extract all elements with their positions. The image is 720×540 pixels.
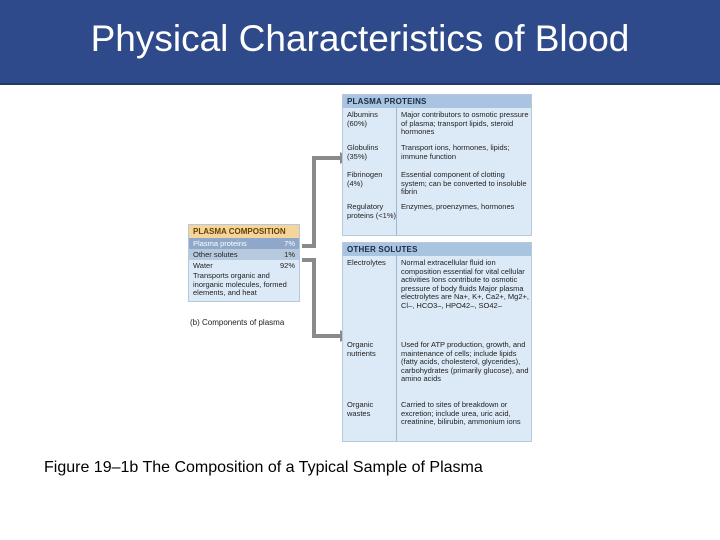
solute-name: Organic nutrients	[347, 340, 376, 358]
protein-name: Albumins (60%)	[347, 110, 378, 128]
solute-desc: Carried to sites of breakdown or excretion; include urea, uric acid, creatinine, bilirubin, ammonium ions	[401, 400, 521, 427]
title-bar	[0, 0, 720, 85]
composition-value: 92%	[279, 261, 295, 270]
figure-subcaption: (b) Components of plasma	[190, 318, 285, 327]
protein-name: Fibrinogen (4%)	[347, 170, 383, 188]
composition-header: PLASMA COMPOSITION	[189, 225, 299, 238]
protein-desc: Transport ions, hormones, lipids; immune function	[401, 143, 510, 161]
plasma-proteins-header: PLASMA PROTEINS	[343, 95, 531, 108]
plasma-figure	[188, 92, 533, 442]
figure-caption: Figure 19–1b The Composition of a Typical Sample of Plasma	[44, 459, 483, 476]
protein-name: Globulins (35%)	[347, 143, 379, 161]
protein-name: Regulatory proteins (<1%)	[347, 202, 396, 220]
solute-name: Organic wastes	[347, 400, 374, 418]
composition-row	[189, 249, 299, 260]
slide-title: Physical Characteristics of Blood	[90, 18, 630, 59]
composition-note: Transports organic and inorganic molecules, formed elements, and heat	[193, 271, 287, 298]
protein-desc: Major contributors to osmotic pressure of plasma; transport lipids, steroid hormones	[401, 110, 529, 137]
plasma-proteins-panel	[342, 94, 532, 236]
plasma-composition-box	[188, 224, 300, 302]
other-solutes-panel	[342, 242, 532, 442]
composition-label: Water	[193, 261, 213, 270]
composition-label: Other solutes	[193, 250, 238, 259]
protein-desc: Enzymes, proenzymes, hormones	[401, 202, 515, 211]
composition-value: 7%	[284, 239, 295, 248]
composition-label: Plasma proteins	[193, 239, 247, 248]
solute-desc: Used for ATP production, growth, and maintenance of cells; include lipids (fatty acids, cholesterol, glycerides), carbohydrates (primarily glucose), and amino acids	[401, 340, 529, 384]
other-solutes-header: OTHER SOLUTES	[343, 243, 531, 256]
composition-value: 1%	[284, 250, 295, 259]
composition-row	[189, 238, 299, 249]
solute-name: Electrolytes	[347, 258, 386, 267]
composition-row	[189, 260, 299, 271]
solute-desc: Normal extracellular fluid ion composition essential for vital cellular activities Ions contribute to osmotic pressure of body fluids Major plasma electrolytes are Na+, K+, Ca2+, Mg2+, Cl–, HCO3–, HPO42–, SO42–	[401, 258, 529, 310]
protein-desc: Essential component of clotting system; can be converted to insoluble fibrin	[401, 170, 527, 197]
